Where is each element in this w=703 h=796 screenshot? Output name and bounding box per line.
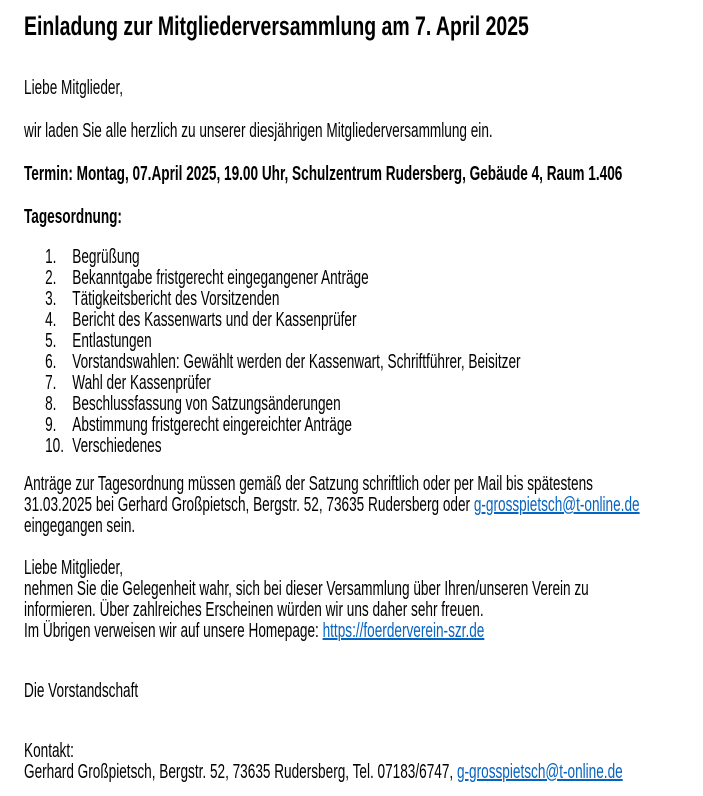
agenda-item-text: Bekanntgabe fristgerecht eingegangener Anträge	[72, 267, 369, 289]
agenda-item-number: 9.	[45, 414, 57, 436]
agenda-item-number: 1.	[45, 246, 57, 268]
agenda-item	[24, 436, 486, 457]
agenda-item-text: Verschiedenes	[72, 435, 162, 457]
agenda-item	[24, 373, 486, 394]
closing-line2: informieren. Über zahlreiches Erscheinen würden wir uns daher sehr freuen.	[24, 599, 484, 621]
agenda-item	[24, 268, 486, 289]
closing-line3	[24, 621, 486, 642]
contact-heading: Kontakt:	[24, 740, 74, 762]
deadline-paragraph	[24, 474, 703, 537]
agenda-item-text: Tätigkeitsbericht des Vorsitzenden	[72, 288, 280, 310]
deadline-line2-text: 31.03.2025 bei Gerhard Großpietsch, Bergstr. 52, 73635 Rudersberg oder	[24, 494, 474, 516]
agenda-item-text: Wahl der Kassenprüfer	[72, 372, 211, 394]
closing-line3-text: Im Übrigen verweisen wir auf unsere Homepage:	[24, 620, 323, 642]
agenda-item-number: 8.	[45, 393, 57, 415]
agenda-item	[24, 289, 486, 310]
contact-line	[24, 761, 623, 783]
agenda-item	[24, 331, 486, 352]
agenda-item-text: Beschlussfassung von Satzungsänderungen	[72, 393, 341, 415]
agenda-item-number: 7.	[45, 372, 57, 394]
contact-block	[24, 741, 703, 783]
homepage-link[interactable]: https://foerderverein-szr.de	[322, 620, 485, 642]
salutation-text-2: Liebe Mitglieder,	[24, 557, 124, 579]
agenda-item-number: 2.	[45, 267, 57, 289]
agenda-item	[24, 415, 486, 436]
meeting-details-text: Termin: Montag, 07.April 2025, 19.00 Uhr, Schulzentrum Rudersberg, Gebäude 4, Raum 1.406	[24, 163, 623, 185]
agenda-item-text: Bericht des Kassenwarts und der Kassenprüfer	[72, 309, 357, 331]
agenda-item	[24, 394, 486, 415]
email-link[interactable]: g-grosspietsch@t-online.de	[473, 494, 640, 516]
agenda-item-number: 6.	[45, 351, 57, 373]
agenda-item-text: Begrüßung	[72, 246, 140, 268]
contact-email-link[interactable]: g-grosspietsch@t-online.de	[456, 761, 623, 783]
deadline-line3: eingegangen sein.	[24, 515, 136, 537]
signature-text: Die Vorstandschaft	[24, 680, 139, 702]
agenda-list	[24, 247, 703, 457]
closing-paragraph	[24, 558, 703, 642]
agenda-item-number: 5.	[45, 330, 57, 352]
contact-line-text: Gerhard Großpietsch, Bergstr. 52, 73635 Rudersberg, Tel. 07183/6747,	[24, 761, 457, 783]
deadline-line2	[24, 494, 640, 516]
agenda-item-number: 10.	[45, 435, 64, 457]
agenda-heading: Tagesordnung:	[24, 206, 122, 228]
closing-line1: nehmen Sie die Gelegenheit wahr, sich bei dieser Versammlung über Ihren/unseren Verein zu	[24, 578, 589, 600]
agenda-item-text: Vorstandswahlen: Gewählt werden der Kassenwart, Schriftführer, Beisitzer	[72, 351, 521, 373]
agenda-item-number: 3.	[45, 288, 57, 310]
salutation-text: Liebe Mitglieder,	[24, 77, 124, 99]
agenda-item	[24, 247, 486, 268]
agenda-item	[24, 310, 486, 331]
agenda-item-text: Entlastungen	[72, 330, 152, 352]
deadline-line1: Anträge zur Tagesordnung müssen gemäß der Satzung schriftlich oder per Mail bis spätestens	[24, 473, 593, 495]
agenda-item	[24, 351, 521, 373]
agenda-item-number: 4.	[45, 309, 57, 331]
intro-text: wir laden Sie alle herzlich zu unserer diesjährigen Mitgliederversammlung ein.	[24, 120, 493, 142]
agenda-item-text: Abstimmung fristgerecht eingereichter Anträge	[72, 414, 352, 436]
page-title: Einladung zur Mitgliederversammlung am 7. April 2025	[24, 11, 529, 41]
